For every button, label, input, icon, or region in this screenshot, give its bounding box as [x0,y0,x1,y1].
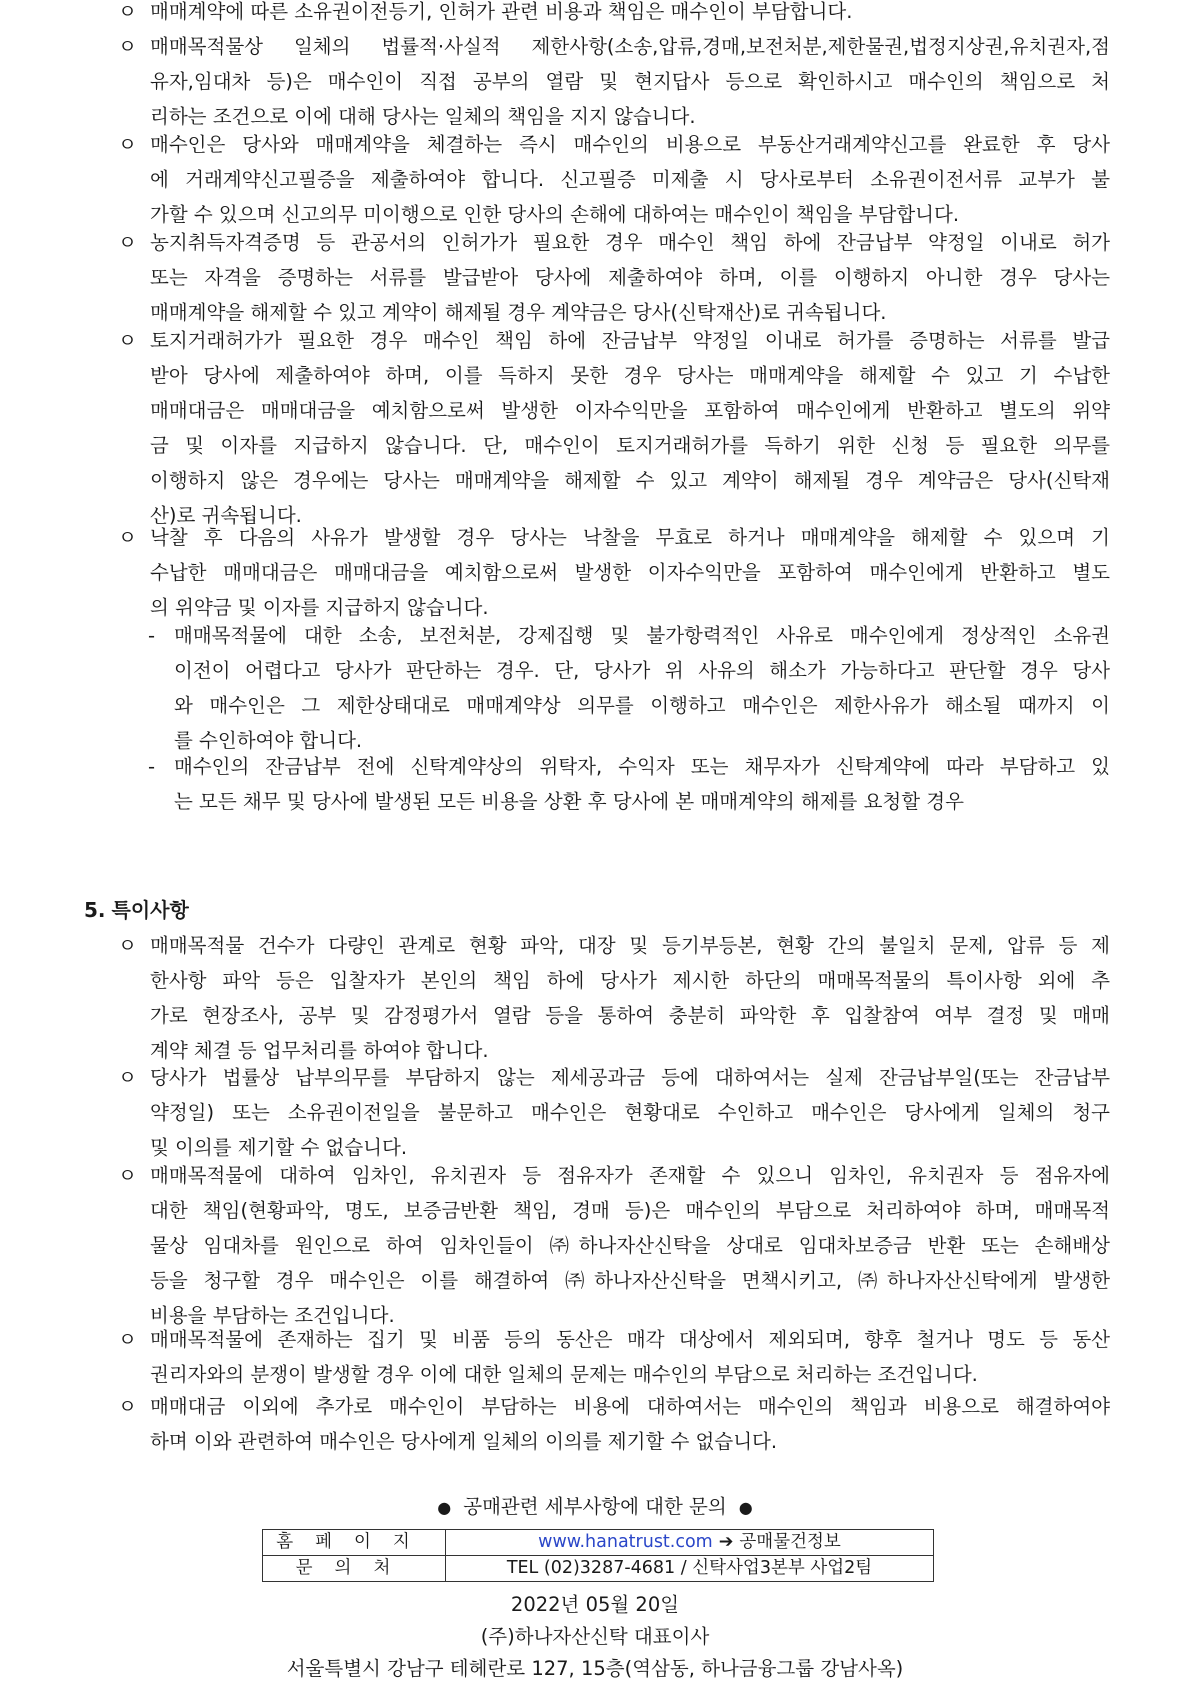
bullet-item [118,1322,1110,1392]
homepage-label: 홈페이지 [263,1530,446,1556]
text-line: 권리자와의 분쟁이 발생할 경우 이에 대한 일체의 문제는 매수인의 부담으로 처리하는 조건입니다. [150,1363,978,1386]
text-line: 에 거래계약신고필증을 제출하여야 합니다. 신고필증 미제출 시 당사로부터 소유권이전서류 교부가 불 [150,168,1110,191]
bullet-icon: ㅇ [118,1164,137,1187]
text-line: 산)로 귀속됩니다. [150,504,302,527]
text-line: 계약 체결 등 업무처리를 하여야 합니다. [150,1039,489,1062]
text-line: 당사가 법률상 납부의무를 부담하지 않는 제세공과금 등에 대하여서는 실제 잔금납부일(또는 잔금납부 [150,1066,1110,1089]
bullet-icon: ㅇ [118,231,137,254]
company-name: (주)하나자산신탁 대표이사 [480,1625,710,1648]
bullet-item [118,225,1110,330]
bullet-dot-icon: ● [738,1498,753,1517]
text-line: 비용을 부담하는 조건입니다. [150,1304,395,1327]
text-line: 물상 임대차를 원인으로 하여 임차인들이 ㈜하나자산신탁을 상대로 임대차보증금 반환 또는 손해배상 [150,1234,1110,1257]
text-line: 수납한 매매대금은 매매대금을 예치함으로써 발생한 이자수익만을 포함하여 매수인에게 반환하고 별도 [150,561,1110,584]
text-line: 매매목적물에 대하여 임차인, 유치권자 등 점유자가 존재할 수 있으니 임차인, 유치권자 등 점유자에 [150,1164,1110,1187]
bullet-icon: ㅇ [118,1328,137,1351]
dash-item [148,618,1110,758]
contact-value: TEL (02)3287-4681 / 신탁사업3본부 사업2팀 [446,1556,934,1582]
text-line: 매매목적물에 존재하는 집기 및 비품 등의 동산은 매각 대상에서 제외되며, 향후 철거나 명도 등 동산 [150,1328,1110,1351]
text-line: 매매대금은 매매대금을 예치함으로써 발생한 이자수익만을 포함하여 매수인에게 반환하고 별도의 위약 [150,399,1110,422]
bullet-icon: ㅇ [118,35,137,58]
bullet-item [118,1158,1110,1333]
text-line: 한사항 파악 등은 입찰자가 본인의 책임 하에 당사가 제시한 하단의 매매목적물의 특이사항 외에 추 [150,969,1110,992]
text-line: 또는 자격을 증명하는 서류를 발급받아 당사에 제출하여야 하며, 이를 이행하지 아니한 경우 당사는 [150,266,1110,289]
text-line: 매매목적물에 대한 소송, 보전처분, 강제집행 및 불가항력적인 사유로 매수인에게 정상적인 소유권 [174,624,1110,647]
contact-table [262,1529,934,1582]
issue-date: 2022년 05월 20일 [510,1593,680,1616]
text-line: 는 모든 채무 및 당사에 발생된 모든 비용을 상환 후 당사에 본 매매계약의 해제를 요청할 경우 [174,790,964,813]
text-line: 리하는 조건으로 이에 대해 당사는 일체의 책임을 지지 않습니다. [150,105,696,128]
bullet-icon: ㅇ [118,934,137,957]
bullet-icon: ㅇ [118,1066,137,1089]
text-line: 가할 수 있으며 신고의무 미이행으로 인한 당사의 손해에 대하여는 매수인이 책임을 부담합니다. [150,203,960,226]
bullet-item [118,0,1110,29]
text-line: 매매계약에 따른 소유권이전등기, 인허가 관련 비용과 책임은 매수인이 부담합니다. [150,0,853,23]
text-line: 이행하지 않은 경우에는 당사는 매매계약을 해제할 수 있고 계약이 해제될 경우 계약금은 당사(신탁재 [150,469,1110,492]
section-title: 특이사항 [111,898,189,922]
text-line: 대한 책임(현황파악, 명도, 보증금반환 책임, 경매 등)은 매수인의 부담으로 처리하여야 하며, 매매목적 [150,1199,1110,1222]
text-line: 받아 당사에 제출하여야 하며, 이를 득하지 못한 경우 당사는 매매계약을 해제할 수 있고 기 수납한 [150,364,1110,387]
text-line: 를 수인하여야 합니다. [174,729,363,752]
text-line: 가로 현장조사, 공부 및 감정평가서 열람 등을 통하여 충분히 파악한 후 입찰참여 여부 결정 및 매매 [150,1004,1110,1027]
section-number: 5. [84,898,106,922]
homepage-link[interactable]: www.hanatrust.com [538,1532,713,1552]
bullet-item [118,323,1110,533]
contact-label: 문의처 [263,1556,446,1582]
text-line: 낙찰 후 다음의 사유가 발생할 경우 당사는 낙찰을 무효로 하거나 매매계약을 해제할 수 있으며 기 [150,526,1110,549]
bullet-icon: ㅇ [118,526,137,549]
text-line: 약정일) 또는 소유권이전일을 불문하고 매수인은 현황대로 수인하고 매수인은 당사에게 일체의 청구 [150,1101,1110,1124]
bullet-icon: ㅇ [118,1395,137,1418]
section-5-heading [84,893,195,928]
text-line: 및 이의를 제기할 수 없습니다. [150,1136,408,1159]
text-line: 유자,임대차 등)은 매수인이 직접 공부의 열람 및 현지답사 등으로 확인하시고 매수인의 책임으로 처 [150,70,1110,93]
bullet-item [118,29,1110,134]
homepage-destination: 공매물건정보 [739,1532,841,1552]
inquiry-title: 공매관련 세부사항에 대한 문의 [463,1495,727,1518]
dash-icon: - [148,755,156,778]
text-line: 매수인은 당사와 매매계약을 체결하는 즉시 매수인의 비용으로 부동산거래계약신고를 완료한 후 당사 [150,133,1110,156]
bullet-item [118,127,1110,232]
bullet-icon: ㅇ [118,0,137,23]
homepage-cell [446,1530,934,1556]
dash-item [148,749,1110,819]
bullet-item [118,1389,1110,1459]
text-line: 매매계약을 해제할 수 있고 계약이 해제될 경우 계약금은 당사(신탁재산)로 귀속됩니다. [150,301,887,324]
text-line: 의 위약금 및 이자를 지급하지 않습니다. [150,596,489,619]
bullet-icon: ㅇ [118,133,137,156]
inquiry-heading [0,1492,1190,1523]
table-row [263,1556,934,1582]
text-line: 와 매수인은 그 제한상태대로 매매계약상 의무를 이행하고 매수인은 제한사유가 해소될 때까지 이 [174,694,1110,717]
text-line: 금 및 이자를 지급하지 않습니다. 단, 매수인이 토지거래허가를 득하기 위한 신청 등 필요한 의무를 [150,434,1110,457]
text-line: 농지취득자격증명 등 관공서의 인허가가 필요한 경우 매수인 책임 하에 잔금납부 약정일 이내로 허가 [150,231,1110,254]
arrow-right-icon: ➔ [718,1532,734,1552]
bullet-item [118,520,1110,625]
text-line: 등을 청구할 경우 매수인은 이를 해결하여 ㈜하나자산신탁을 면책시키고, ㈜하나자산신탁에게 발생한 [150,1269,1110,1292]
text-line: 매매대금 이외에 추가로 매수인이 부담하는 비용에 대하여서는 매수인의 책임과 비용으로 해결하여야 [150,1395,1110,1418]
text-line: 하며 이와 관련하여 매수인은 당사에게 일체의 이의를 제기할 수 없습니다. [150,1430,778,1453]
text-line: 이전이 어렵다고 당사가 판단하는 경우. 단, 당사가 위 사유의 해소가 가능하다고 판단할 경우 당사 [174,659,1110,682]
text-line: 매매목적물상 일체의 법률적·사실적 제한사항(소송,압류,경매,보전처분,제한물권,법정지상권,유치권자,점 [150,35,1110,58]
table-row [263,1530,934,1556]
bullet-item [118,928,1110,1068]
text-line: 매매목적물 건수가 다량인 관계로 현황 파악, 대장 및 등기부등본, 현황 간의 불일치 문제, 압류 등 제 [150,934,1110,957]
bullet-item [118,1060,1110,1165]
bullet-icon: ㅇ [118,329,137,352]
text-line: 토지거래허가가 필요한 경우 매수인 책임 하에 잔금납부 약정일 이내로 허가를 증명하는 서류를 발급 [150,329,1110,352]
bullet-dot-icon: ● [437,1498,452,1517]
text-line: 매수인의 잔금납부 전에 신탁계약상의 위탁자, 수익자 또는 채무자가 신탁계약에 따라 부담하고 있 [174,755,1110,778]
company-address: 서울특별시 강남구 테헤란로 127, 15층(역삼동, 하나금융그룹 강남사옥) [286,1657,904,1680]
dash-icon: - [148,624,156,647]
